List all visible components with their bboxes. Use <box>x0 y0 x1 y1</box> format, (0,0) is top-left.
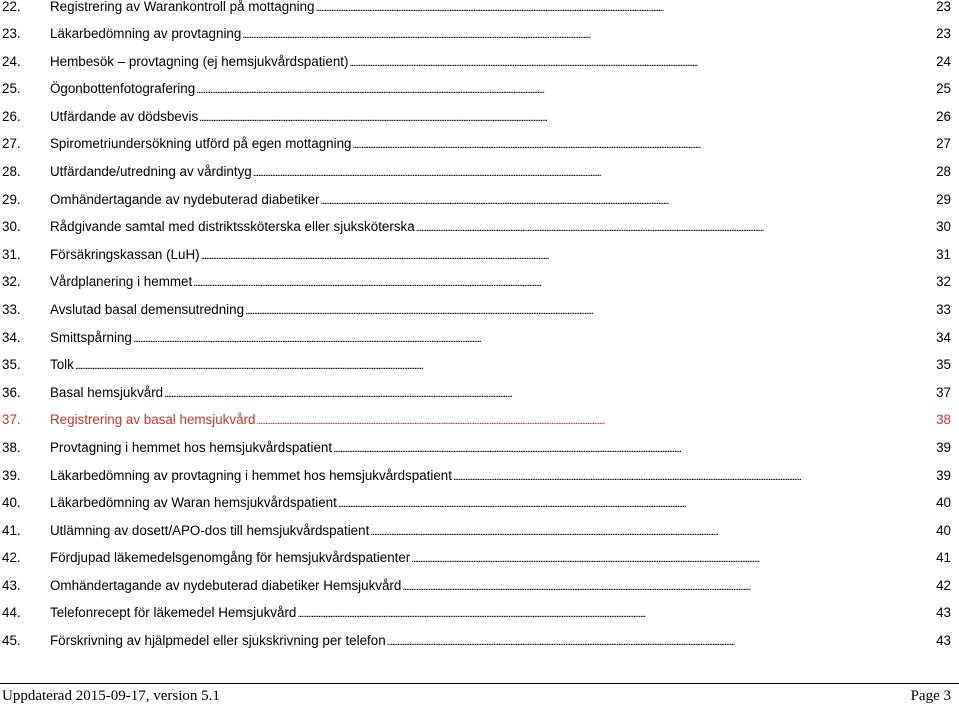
toc-entry-page[interactable]: 34 <box>936 329 951 345</box>
toc-entry-page[interactable]: 33 <box>936 301 951 317</box>
toc-entry-number: 24. <box>2 53 21 69</box>
toc-dot-leader <box>333 434 935 464</box>
toc-entry-number: 31. <box>2 246 21 262</box>
toc-entry[interactable] <box>0 406 953 434</box>
toc-dot-leader <box>321 186 936 216</box>
toc-entry-page[interactable]: 43 <box>936 633 951 649</box>
toc-entry-number: 22. <box>2 0 21 14</box>
toc-dot-leader <box>349 48 935 78</box>
toc-dot-leader <box>387 627 935 657</box>
toc-entry[interactable] <box>0 213 953 241</box>
toc-dot-leader <box>402 572 935 602</box>
toc-entry-number: 36. <box>2 384 21 400</box>
toc-entry-number: 34. <box>2 329 21 345</box>
toc-dot-leader <box>75 351 935 381</box>
toc-entry-number: 43. <box>2 577 21 593</box>
toc-entry-number: 30. <box>2 219 21 235</box>
toc-entry-page[interactable]: 42 <box>936 577 951 593</box>
toc-dot-leader <box>370 517 935 547</box>
toc-entry-page[interactable]: 31 <box>936 246 951 262</box>
toc-entry[interactable] <box>0 296 953 324</box>
toc-entry[interactable] <box>0 158 953 186</box>
toc-entry-title[interactable]: Vårdplanering i hemmet <box>50 274 193 290</box>
toc-entry[interactable] <box>0 627 953 655</box>
toc-entry[interactable] <box>0 48 953 76</box>
toc-dot-leader <box>453 462 935 492</box>
toc-entry-page[interactable]: 38 <box>936 412 951 428</box>
toc-entry[interactable] <box>0 0 953 20</box>
toc-entry-title[interactable]: Läkarbedömning av provtagning i hemmet hos hemsjukvårdspatient <box>50 467 452 483</box>
toc-entry-title[interactable]: Ögonbottenfotografering <box>50 81 196 97</box>
toc-entry-title[interactable]: Utfärdande av dödsbevis <box>50 108 199 124</box>
toc-entry-number: 32. <box>2 274 21 290</box>
toc-entry[interactable] <box>0 186 953 214</box>
toc-dot-leader <box>164 379 935 409</box>
toc-dot-leader <box>193 268 935 298</box>
toc-entry[interactable] <box>0 489 953 517</box>
toc-entry[interactable] <box>0 462 953 490</box>
toc-entry-title[interactable]: Provtagning i hemmet hos hemsjukvårdspatient <box>50 439 333 455</box>
toc-entry-page[interactable]: 39 <box>936 439 951 455</box>
toc-entry-number: 44. <box>2 605 21 621</box>
toc-entry-page[interactable]: 23 <box>936 26 951 41</box>
toc-entry-title[interactable]: Läkarbedömning av Waran hemsjukvårdspatient <box>50 495 337 511</box>
toc-entry-number: 33. <box>2 301 21 317</box>
toc-dot-leader <box>297 599 935 629</box>
toc-entry-number: 42. <box>2 550 21 566</box>
toc-entry-title[interactable]: Utfärdande/utredning av vårdintyg <box>50 163 252 179</box>
toc-entry-title[interactable]: Omhändertagande av nydebuterad diabetiker <box>50 191 320 207</box>
toc-entry[interactable] <box>0 103 953 131</box>
toc-entry-title[interactable]: Rådgivande samtal med distriktssköterska eller sjuksköterska <box>50 219 415 235</box>
toc-entry-page[interactable]: 26 <box>936 108 951 124</box>
toc-entry-title[interactable]: Smittspårning <box>50 329 132 345</box>
toc-entry-page[interactable]: 35 <box>936 357 951 373</box>
toc-entry-page[interactable]: 23 <box>936 0 951 14</box>
toc-entry-page[interactable]: 30 <box>936 219 951 235</box>
toc-entry-page[interactable]: 39 <box>936 467 951 483</box>
toc-dot-leader <box>245 296 935 326</box>
toc-entry-number: 41. <box>2 522 21 538</box>
toc-entry[interactable] <box>0 20 953 48</box>
toc-entry-number: 35. <box>2 357 21 373</box>
toc-entry-page[interactable]: 43 <box>936 605 951 621</box>
toc-entry[interactable] <box>0 268 953 296</box>
toc-entry-title[interactable]: Förskrivning av hjälpmedel eller sjukskrivning per telefon <box>50 633 386 649</box>
toc-entry[interactable] <box>0 517 953 545</box>
toc-entry[interactable] <box>0 434 953 462</box>
toc-entry-title[interactable]: Omhändertagande av nydebuterad diabetiker Hemsjukvård <box>50 577 402 593</box>
toc-dot-leader <box>256 406 935 436</box>
toc-entry[interactable] <box>0 241 953 269</box>
toc-entry[interactable] <box>0 351 953 379</box>
toc-entry-page[interactable]: 28 <box>936 163 951 179</box>
footer-page-number: Page 3 <box>910 688 951 704</box>
toc-entry[interactable] <box>0 324 953 352</box>
toc-dot-leader <box>133 324 935 354</box>
toc-dot-leader <box>411 544 935 574</box>
toc-entry-page[interactable]: 32 <box>936 274 951 290</box>
toc-entry-number: 28. <box>2 163 21 179</box>
toc-entry-title[interactable]: Läkarbedömning av provtagning <box>50 26 242 41</box>
footer-version: Uppdaterad 2015-09-17, version 5.1 <box>2 688 220 704</box>
toc-entry-number: 29. <box>2 191 21 207</box>
toc-entry-page[interactable]: 25 <box>936 81 951 97</box>
toc-entry-number: 38. <box>2 439 21 455</box>
toc-dot-leader <box>416 213 935 243</box>
toc-dot-leader <box>201 241 936 271</box>
toc-entry[interactable] <box>0 379 953 407</box>
toc-entry[interactable] <box>0 572 953 600</box>
toc-entry-title[interactable]: Avslutad basal demensutredning <box>50 301 245 317</box>
toc-entry-number: 37. <box>2 412 21 428</box>
toc-entry-page[interactable]: 29 <box>936 191 951 207</box>
toc-entry-page[interactable]: 27 <box>936 136 951 152</box>
toc-dot-leader <box>196 75 935 105</box>
toc-entry[interactable] <box>0 544 953 572</box>
toc-entry[interactable] <box>0 75 953 103</box>
toc-entry-title[interactable]: Försäkringskassan (LuH) <box>50 246 200 262</box>
toc-entry-title[interactable]: Utlämning av dosett/APO-dos till hemsjukvårdspatient <box>50 522 370 538</box>
toc-entry-title[interactable]: Hembesök – provtagning (ej hemsjukvårdspatient) <box>50 53 349 69</box>
toc-entry-number: 39. <box>2 467 21 483</box>
toc-entry-number: 40. <box>2 495 21 511</box>
toc-entry-title[interactable]: Registrering av Warankontroll på mottagning <box>50 0 315 14</box>
page-footer <box>0 683 959 707</box>
toc-entry-page[interactable]: 41 <box>936 550 951 566</box>
toc-entry-page[interactable]: 40 <box>936 522 951 538</box>
toc-dot-leader <box>315 0 935 15</box>
toc-entry[interactable] <box>0 130 953 158</box>
toc-dot-leader <box>253 158 935 188</box>
toc-entry[interactable] <box>0 599 953 627</box>
toc-dot-leader <box>338 489 935 519</box>
toc-entry-page[interactable]: 37 <box>936 384 951 400</box>
toc-entry-number: 26. <box>2 108 21 124</box>
toc-entry-number: 25. <box>2 81 21 97</box>
toc-entry-page[interactable]: 40 <box>936 495 951 511</box>
toc-entry-title[interactable]: Registrering av basal hemsjukvård <box>50 412 256 428</box>
toc-entry-number: 23. <box>2 26 21 41</box>
toc-entry-title[interactable]: Spirometriundersökning utförd på egen mottagning <box>50 136 352 152</box>
toc-entry-title[interactable]: Fördjupad läkemedelsgenomgång för hemsjukvårdspatienter <box>50 550 411 566</box>
toc-dot-leader <box>352 130 935 160</box>
toc-dot-leader <box>199 103 935 133</box>
toc-entry-number: 27. <box>2 136 21 152</box>
toc-entry-title[interactable]: Basal hemsjukvård <box>50 384 164 400</box>
toc-dot-leader <box>242 20 935 50</box>
toc-entry-number: 45. <box>2 633 21 649</box>
toc-entry-page[interactable]: 24 <box>936 53 951 69</box>
toc-entry-title[interactable]: Tolk <box>50 357 74 373</box>
toc-entry-title[interactable]: Telefonrecept för läkemedel Hemsjukvård <box>50 605 297 621</box>
